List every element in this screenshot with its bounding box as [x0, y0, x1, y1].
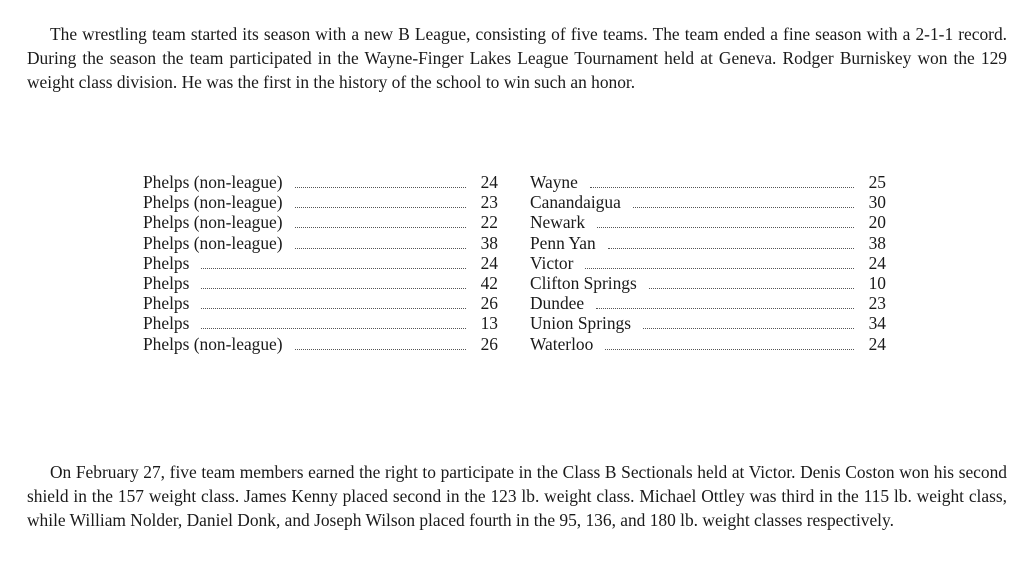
opponent-result-row [530, 293, 886, 313]
phelps-result-row [143, 172, 498, 192]
closing-paragraph: On February 27, five team members earned the right to participate in the Class B Sectionals held at Victor. Denis Coston won his second shield in the 157 weight class. James Kenny placed second in the 123 lb. weight class. Michael Ottley was third in the 115 lb. weight class, while William Nolder, Daniel Donk, and Joseph Wilson placed fourth in the 95, 136, and 180 lb. weight classes respectively. [27, 462, 1007, 530]
opponent-result-row [530, 192, 886, 212]
phelps-score: 22 [480, 212, 498, 233]
opponent-team-name: Clifton Springs [530, 273, 637, 294]
phelps-result-row [143, 293, 498, 313]
phelps-team-name: Phelps [143, 293, 190, 314]
phelps-score: 23 [480, 192, 498, 213]
phelps-score: 13 [480, 313, 498, 334]
opponent-result-row [530, 233, 886, 253]
phelps-result-row [143, 192, 498, 212]
phelps-result-row [143, 212, 498, 232]
opponent-result-row [530, 313, 886, 333]
opponent-score: 10 [868, 273, 886, 294]
dot-leader [201, 275, 466, 289]
phelps-team-name: Phelps (non-league) [143, 333, 283, 354]
intro-paragraph: The wrestling team started its season with a new B League, consisting of five teams. The team ended a fine season with a 2-1-1 record. During the season the team participated in the Wayne-Finger Lakes League Tournament held at Geneva. Rodger Burniskey won the 129 weight class division. He was the first in the history of the school to win such an honor. [27, 24, 1007, 92]
dot-leader [201, 255, 466, 269]
phelps-score: 38 [480, 232, 498, 253]
opponent-scores-column [530, 172, 886, 354]
opponent-score: 38 [868, 232, 886, 253]
phelps-score: 26 [480, 293, 498, 314]
opponent-result-row [530, 172, 886, 192]
phelps-result-row [143, 334, 498, 354]
opponent-team-name: Wayne [530, 172, 578, 192]
opponent-result-row [530, 334, 886, 354]
phelps-result-row [143, 253, 498, 273]
opponent-result-row [530, 253, 886, 273]
opponent-score: 24 [868, 333, 886, 354]
opponent-score: 23 [868, 293, 886, 314]
phelps-score: 42 [480, 273, 498, 294]
dot-leader [201, 315, 466, 329]
dot-leader [201, 295, 466, 309]
opponent-result-row [530, 273, 886, 293]
opponent-team-name: Newark [530, 212, 586, 233]
opponent-team-name: Waterloo [530, 333, 594, 354]
opponent-score: 20 [868, 212, 886, 233]
dot-leader [585, 255, 854, 269]
dot-leader [649, 275, 854, 289]
phelps-team-name: Phelps (non-league) [143, 192, 283, 213]
dot-leader [608, 235, 854, 249]
dot-leader [597, 214, 854, 228]
opponent-team-name: Victor [530, 252, 574, 273]
opponent-team-name: Canandaigua [530, 192, 621, 213]
opponent-result-row [530, 212, 886, 232]
opponent-score: 34 [868, 313, 886, 334]
opponent-score: 30 [868, 192, 886, 213]
dot-leader [596, 295, 854, 309]
dot-leader [295, 194, 466, 208]
phelps-team-name: Phelps (non-league) [143, 232, 283, 253]
phelps-result-row [143, 313, 498, 333]
phelps-team-name: Phelps (non-league) [143, 212, 283, 233]
opponent-score: 24 [868, 252, 886, 273]
dot-leader [633, 194, 854, 208]
phelps-result-row [143, 273, 498, 293]
phelps-score: 26 [480, 333, 498, 354]
dot-leader [295, 174, 466, 188]
dot-leader [295, 336, 466, 350]
dot-leader [295, 214, 466, 228]
dot-leader [605, 336, 854, 350]
dot-leader [643, 315, 854, 329]
opponent-score: 25 [868, 172, 886, 192]
phelps-score: 24 [480, 252, 498, 273]
phelps-team-name: Phelps (non-league) [143, 172, 283, 192]
dot-leader [590, 174, 854, 188]
dot-leader [295, 235, 466, 249]
phelps-scores-column [143, 172, 498, 354]
opponent-team-name: Penn Yan [530, 232, 596, 253]
phelps-team-name: Phelps [143, 273, 190, 294]
phelps-team-name: Phelps [143, 252, 190, 273]
opponent-team-name: Dundee [530, 293, 585, 314]
phelps-team-name: Phelps [143, 313, 190, 334]
opponent-team-name: Union Springs [530, 313, 631, 334]
phelps-score: 24 [480, 172, 498, 192]
phelps-result-row [143, 233, 498, 253]
